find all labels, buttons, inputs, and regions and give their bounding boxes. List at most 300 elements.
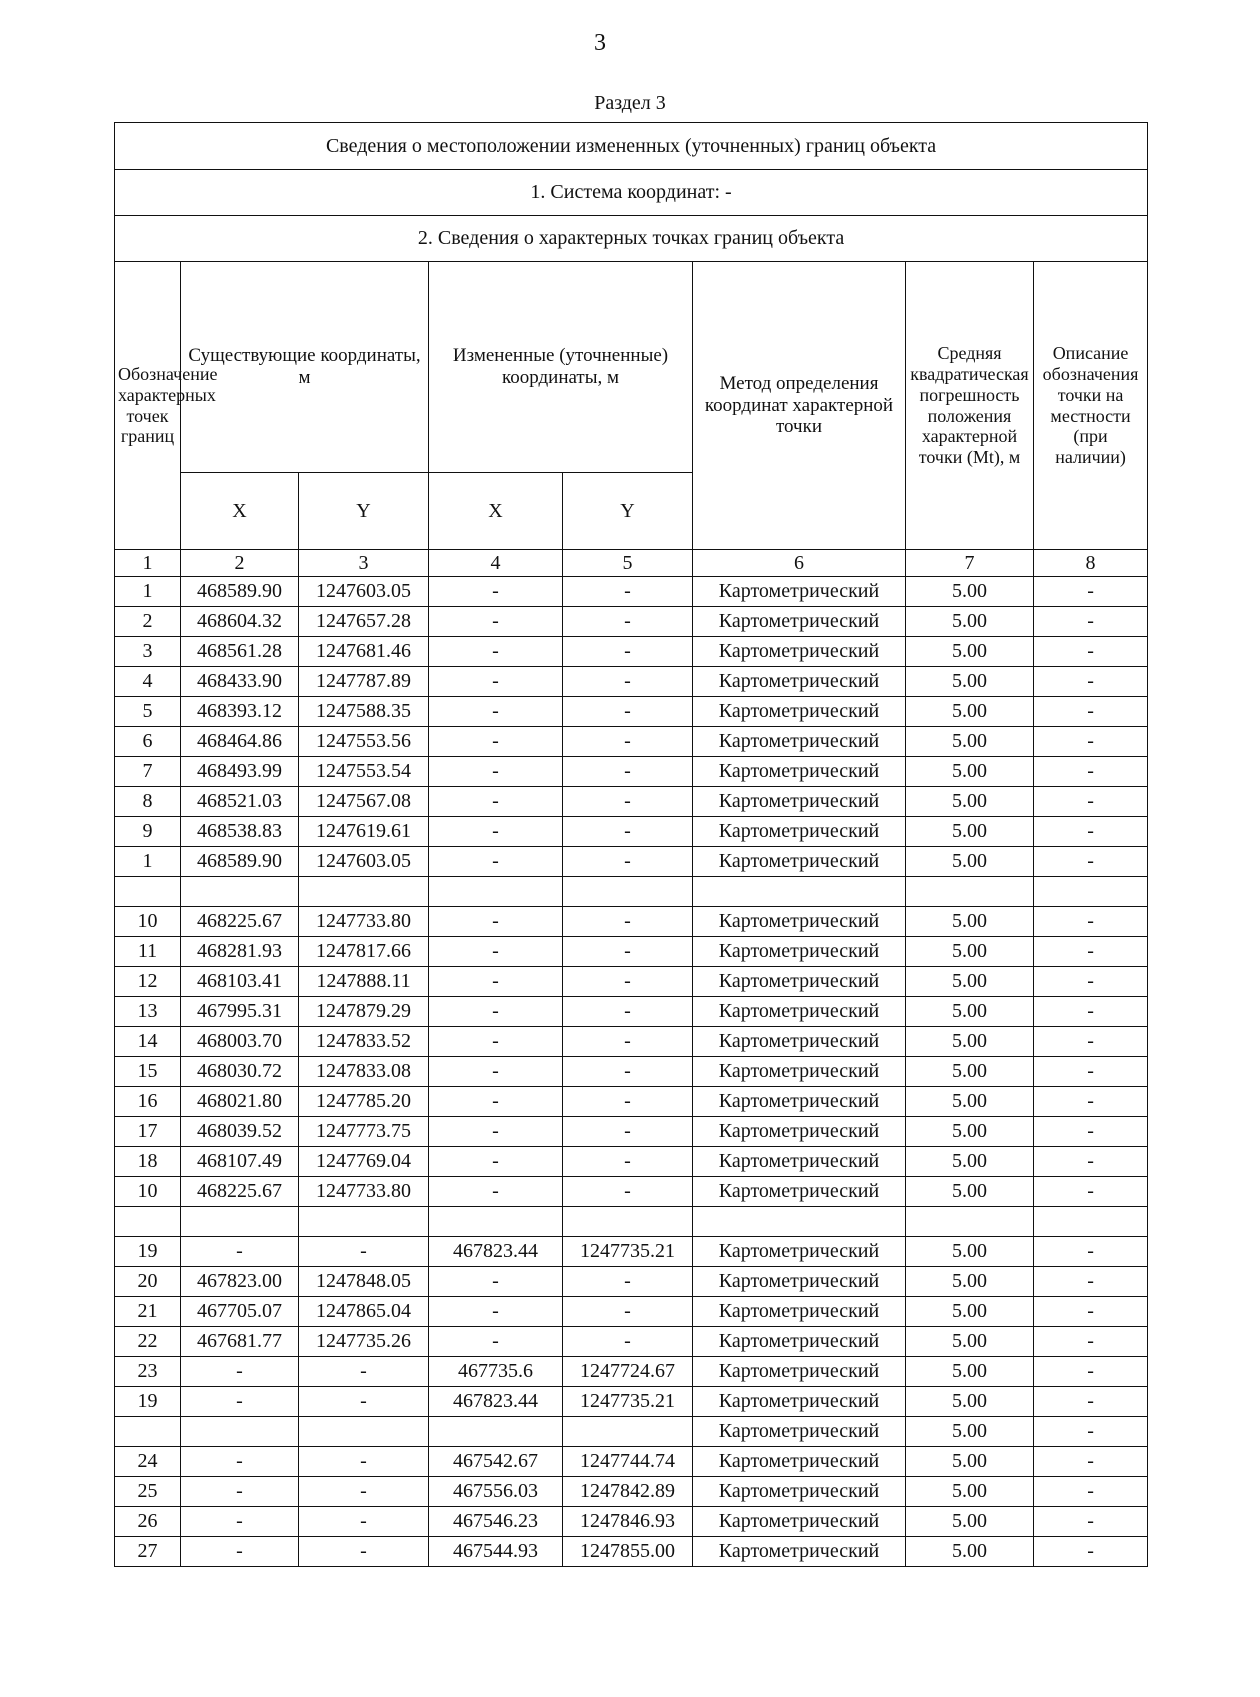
changed-x-cell: - (429, 1297, 563, 1327)
changed-y-cell: - (563, 727, 693, 757)
existing-x-cell: 468225.67 (181, 907, 299, 937)
error-cell: 5.00 (906, 787, 1034, 817)
table-row (115, 1147, 1148, 1177)
column-number: 1 (115, 550, 181, 577)
error-cell: 5.00 (906, 697, 1034, 727)
header-method: Метод определения координат характерной точки (693, 262, 906, 550)
table-row (115, 967, 1148, 997)
error-cell: 5.00 (906, 1237, 1034, 1267)
description-cell: - (1034, 1027, 1148, 1057)
header-changed-x: X (429, 473, 563, 550)
description-cell: - (1034, 997, 1148, 1027)
changed-y-cell: - (563, 637, 693, 667)
error-cell: 5.00 (906, 577, 1034, 607)
method-cell: Картометрический (693, 1147, 906, 1177)
description-cell: - (1034, 1387, 1148, 1417)
method-cell: Картометрический (693, 847, 906, 877)
point-id-cell: 10 (115, 1177, 181, 1207)
existing-y-cell: 1247735.26 (299, 1327, 429, 1357)
changed-y-cell: 1247846.93 (563, 1507, 693, 1537)
method-cell: Картометрический (693, 727, 906, 757)
error-cell: 5.00 (906, 1267, 1034, 1297)
column-number: 5 (563, 550, 693, 577)
existing-x-cell: - (181, 1507, 299, 1537)
existing-x-cell: - (181, 1357, 299, 1387)
description-cell: - (1034, 607, 1148, 637)
existing-x-cell: 468589.90 (181, 577, 299, 607)
error-cell: 5.00 (906, 757, 1034, 787)
table-row (115, 847, 1148, 877)
changed-x-cell: 467735.6 (429, 1357, 563, 1387)
table-row (115, 997, 1148, 1027)
description-cell: - (1034, 1297, 1148, 1327)
description-cell: - (1034, 697, 1148, 727)
description-cell: - (1034, 1177, 1148, 1207)
existing-y-cell: 1247879.29 (299, 997, 429, 1027)
changed-x-cell (429, 877, 563, 907)
changed-y-cell: - (563, 787, 693, 817)
changed-y-cell: - (563, 1087, 693, 1117)
changed-y-cell: - (563, 817, 693, 847)
changed-x-cell: 467546.23 (429, 1507, 563, 1537)
existing-y-cell: 1247553.56 (299, 727, 429, 757)
point-id-cell: 22 (115, 1327, 181, 1357)
point-id-cell: 14 (115, 1027, 181, 1057)
coord-system-row: 1. Система координат: - (115, 170, 1148, 216)
existing-y-cell: 1247681.46 (299, 637, 429, 667)
existing-x-cell: 468464.86 (181, 727, 299, 757)
existing-y-cell: 1247888.11 (299, 967, 429, 997)
description-cell: - (1034, 907, 1148, 937)
description-cell: - (1034, 667, 1148, 697)
point-id-cell: 1 (115, 847, 181, 877)
changed-y-cell: - (563, 1057, 693, 1087)
header-designation: Обозначение характерных точек границ (115, 262, 181, 550)
existing-y-cell: 1247733.80 (299, 1177, 429, 1207)
existing-y-cell: 1247567.08 (299, 787, 429, 817)
table-row (115, 1027, 1148, 1057)
method-cell: Картометрический (693, 577, 906, 607)
method-cell: Картометрический (693, 607, 906, 637)
changed-x-cell: - (429, 1087, 563, 1117)
changed-x-cell: - (429, 997, 563, 1027)
method-cell: Картометрический (693, 1537, 906, 1567)
changed-x-cell: - (429, 607, 563, 637)
changed-y-cell (563, 1417, 693, 1447)
error-cell: 5.00 (906, 1177, 1034, 1207)
header-changed-coords: Измененные (уточненные) координаты, м (429, 262, 693, 473)
description-cell: - (1034, 1057, 1148, 1087)
existing-y-cell (299, 1207, 429, 1237)
existing-x-cell: 468107.49 (181, 1147, 299, 1177)
method-cell: Картометрический (693, 1507, 906, 1537)
error-cell: 5.00 (906, 817, 1034, 847)
existing-y-cell: 1247833.52 (299, 1027, 429, 1057)
point-id-cell: 9 (115, 817, 181, 847)
existing-x-cell (181, 877, 299, 907)
existing-y-cell: - (299, 1477, 429, 1507)
table-row (115, 1507, 1148, 1537)
changed-x-cell: - (429, 1057, 563, 1087)
changed-y-cell: 1247735.21 (563, 1387, 693, 1417)
changed-x-cell: - (429, 667, 563, 697)
method-cell: Картометрический (693, 1297, 906, 1327)
method-cell: Картометрический (693, 1477, 906, 1507)
changed-y-cell: 1247744.74 (563, 1447, 693, 1477)
table-title: Сведения о местоположении измененных (уточненных) границ объекта (115, 123, 1148, 170)
point-id-cell: 23 (115, 1357, 181, 1387)
error-cell: 5.00 (906, 907, 1034, 937)
point-id-cell: 3 (115, 637, 181, 667)
method-cell: Картометрический (693, 1417, 906, 1447)
changed-x-cell: 467823.44 (429, 1237, 563, 1267)
description-cell: - (1034, 847, 1148, 877)
changed-y-cell: - (563, 1297, 693, 1327)
existing-x-cell (181, 1207, 299, 1237)
changed-y-cell: - (563, 937, 693, 967)
table-row (115, 907, 1148, 937)
changed-x-cell (429, 1417, 563, 1447)
table-row (115, 1087, 1148, 1117)
column-number: 6 (693, 550, 906, 577)
table-row (115, 637, 1148, 667)
table-row (115, 1267, 1148, 1297)
description-cell: - (1034, 937, 1148, 967)
existing-x-cell: 468433.90 (181, 667, 299, 697)
method-cell: Картометрический (693, 1027, 906, 1057)
table-row (115, 1237, 1148, 1267)
existing-y-cell: 1247603.05 (299, 847, 429, 877)
point-id-cell: 19 (115, 1237, 181, 1267)
point-id-cell: 18 (115, 1147, 181, 1177)
description-cell: - (1034, 817, 1148, 847)
changed-y-cell: - (563, 697, 693, 727)
column-number: 8 (1034, 550, 1148, 577)
changed-x-cell: - (429, 937, 563, 967)
description-cell: - (1034, 637, 1148, 667)
error-cell: 5.00 (906, 937, 1034, 967)
table-row (115, 1207, 1148, 1237)
existing-y-cell: 1247865.04 (299, 1297, 429, 1327)
section-title: Раздел 3 (594, 92, 666, 114)
changed-y-cell: - (563, 1117, 693, 1147)
existing-x-cell: 467823.00 (181, 1267, 299, 1297)
description-cell: - (1034, 1447, 1148, 1477)
table-row (115, 1297, 1148, 1327)
table-row (115, 1417, 1148, 1447)
changed-y-cell (563, 1207, 693, 1237)
existing-x-cell: 468589.90 (181, 847, 299, 877)
existing-x-cell: 468103.41 (181, 967, 299, 997)
column-number: 2 (181, 550, 299, 577)
existing-x-cell: 468604.32 (181, 607, 299, 637)
existing-x-cell: - (181, 1387, 299, 1417)
description-cell: - (1034, 1327, 1148, 1357)
method-cell: Картометрический (693, 1117, 906, 1147)
changed-y-cell: - (563, 967, 693, 997)
table-row (115, 607, 1148, 637)
existing-y-cell: 1247848.05 (299, 1267, 429, 1297)
method-cell: Картометрический (693, 1267, 906, 1297)
table-row (115, 817, 1148, 847)
changed-x-cell: - (429, 967, 563, 997)
point-id-cell: 10 (115, 907, 181, 937)
method-cell: Картометрический (693, 1327, 906, 1357)
changed-x-cell: 467556.03 (429, 1477, 563, 1507)
changed-y-cell: 1247735.21 (563, 1237, 693, 1267)
error-cell: 5.00 (906, 1117, 1034, 1147)
table-row (115, 937, 1148, 967)
header-existing-x: X (181, 473, 299, 550)
description-cell: - (1034, 1507, 1148, 1537)
points-caption-row: 2. Сведения о характерных точках границ объекта (115, 216, 1148, 262)
existing-y-cell: 1247619.61 (299, 817, 429, 847)
changed-x-cell: - (429, 757, 563, 787)
existing-y-cell: 1247833.08 (299, 1057, 429, 1087)
error-cell: 5.00 (906, 607, 1034, 637)
header-description: Описание обозначения точки на местности (при наличии) (1034, 262, 1148, 550)
changed-x-cell: - (429, 787, 563, 817)
header-existing-coords: Существующие координаты, м (181, 262, 429, 473)
error-cell: 5.00 (906, 727, 1034, 757)
table-row (115, 757, 1148, 787)
coordinates-table (114, 122, 1148, 1567)
error-cell: 5.00 (906, 1297, 1034, 1327)
table-row (115, 1447, 1148, 1477)
existing-y-cell: 1247553.54 (299, 757, 429, 787)
description-cell: - (1034, 577, 1148, 607)
changed-y-cell: - (563, 667, 693, 697)
point-id-cell: 27 (115, 1537, 181, 1567)
error-cell: 5.00 (906, 997, 1034, 1027)
point-id-cell: 4 (115, 667, 181, 697)
existing-y-cell: - (299, 1237, 429, 1267)
point-id-cell (115, 1417, 181, 1447)
existing-x-cell (181, 1417, 299, 1447)
existing-x-cell: 468003.70 (181, 1027, 299, 1057)
existing-y-cell: 1247603.05 (299, 577, 429, 607)
point-id-cell: 26 (115, 1507, 181, 1537)
changed-y-cell: - (563, 1327, 693, 1357)
existing-x-cell: 467681.77 (181, 1327, 299, 1357)
method-cell: Картометрический (693, 967, 906, 997)
description-cell: - (1034, 727, 1148, 757)
existing-y-cell: 1247769.04 (299, 1147, 429, 1177)
error-cell: 5.00 (906, 1417, 1034, 1447)
method-cell: Картометрический (693, 1357, 906, 1387)
error-cell: 5.00 (906, 1057, 1034, 1087)
table-row (115, 697, 1148, 727)
method-cell: Картометрический (693, 697, 906, 727)
method-cell: Картометрический (693, 817, 906, 847)
error-cell: 5.00 (906, 1537, 1034, 1567)
existing-y-cell: 1247787.89 (299, 667, 429, 697)
table-row (115, 787, 1148, 817)
changed-x-cell: - (429, 1027, 563, 1057)
method-cell: Картометрический (693, 1447, 906, 1477)
existing-x-cell: 468493.99 (181, 757, 299, 787)
existing-y-cell: - (299, 1507, 429, 1537)
changed-x-cell: - (429, 817, 563, 847)
method-cell: Картометрический (693, 637, 906, 667)
existing-y-cell (299, 1417, 429, 1447)
method-cell: Картометрический (693, 937, 906, 967)
changed-x-cell: - (429, 1177, 563, 1207)
existing-y-cell: 1247773.75 (299, 1117, 429, 1147)
existing-x-cell: 468538.83 (181, 817, 299, 847)
existing-x-cell: 468021.80 (181, 1087, 299, 1117)
method-cell: Картометрический (693, 757, 906, 787)
description-cell: - (1034, 1087, 1148, 1117)
description-cell: - (1034, 1477, 1148, 1507)
changed-y-cell: 1247855.00 (563, 1537, 693, 1567)
page-number: 3 (594, 30, 606, 56)
table-row (115, 727, 1148, 757)
error-cell: 5.00 (906, 847, 1034, 877)
existing-x-cell: 468281.93 (181, 937, 299, 967)
header-changed-y: Y (563, 473, 693, 550)
description-cell: - (1034, 757, 1148, 787)
changed-x-cell: 467823.44 (429, 1387, 563, 1417)
point-id-cell: 12 (115, 967, 181, 997)
error-cell (906, 877, 1034, 907)
changed-y-cell: - (563, 757, 693, 787)
existing-x-cell: 468393.12 (181, 697, 299, 727)
changed-y-cell: - (563, 1177, 693, 1207)
changed-x-cell: - (429, 577, 563, 607)
changed-y-cell: - (563, 1267, 693, 1297)
existing-x-cell: - (181, 1237, 299, 1267)
changed-y-cell: - (563, 607, 693, 637)
method-cell: Картометрический (693, 1177, 906, 1207)
existing-y-cell: - (299, 1387, 429, 1417)
point-id-cell: 24 (115, 1447, 181, 1477)
changed-x-cell: - (429, 697, 563, 727)
point-id-cell: 11 (115, 937, 181, 967)
error-cell: 5.00 (906, 967, 1034, 997)
error-cell: 5.00 (906, 1147, 1034, 1177)
column-number-row (115, 550, 1148, 577)
point-id-cell: 2 (115, 607, 181, 637)
method-cell: Картометрический (693, 907, 906, 937)
existing-x-cell: - (181, 1447, 299, 1477)
description-cell: - (1034, 1417, 1148, 1447)
description-cell: - (1034, 1357, 1148, 1387)
method-cell: Картометрический (693, 667, 906, 697)
column-number: 4 (429, 550, 563, 577)
existing-y-cell: 1247785.20 (299, 1087, 429, 1117)
changed-y-cell: - (563, 1027, 693, 1057)
description-cell (1034, 877, 1148, 907)
point-id-cell: 20 (115, 1267, 181, 1297)
point-id-cell: 6 (115, 727, 181, 757)
method-cell (693, 877, 906, 907)
changed-x-cell: - (429, 637, 563, 667)
error-cell: 5.00 (906, 1357, 1034, 1387)
point-id-cell: 5 (115, 697, 181, 727)
existing-y-cell: - (299, 1447, 429, 1477)
table-row (115, 877, 1148, 907)
changed-y-cell: - (563, 577, 693, 607)
method-cell (693, 1207, 906, 1237)
existing-x-cell: 468030.72 (181, 1057, 299, 1087)
table-row (115, 1357, 1148, 1387)
changed-x-cell: - (429, 727, 563, 757)
error-cell: 5.00 (906, 1027, 1034, 1057)
error-cell: 5.00 (906, 1387, 1034, 1417)
header-existing-y: Y (299, 473, 429, 550)
error-cell: 5.00 (906, 1327, 1034, 1357)
point-id-cell: 7 (115, 757, 181, 787)
description-cell (1034, 1207, 1148, 1237)
existing-y-cell: - (299, 1357, 429, 1387)
existing-y-cell: - (299, 1537, 429, 1567)
changed-y-cell: - (563, 847, 693, 877)
method-cell: Картометрический (693, 1087, 906, 1117)
changed-y-cell (563, 877, 693, 907)
point-id-cell: 17 (115, 1117, 181, 1147)
changed-x-cell: 467542.67 (429, 1447, 563, 1477)
table-row (115, 577, 1148, 607)
existing-y-cell: 1247733.80 (299, 907, 429, 937)
method-cell: Картометрический (693, 997, 906, 1027)
method-cell: Картометрический (693, 1387, 906, 1417)
existing-x-cell: 468521.03 (181, 787, 299, 817)
changed-x-cell: - (429, 1267, 563, 1297)
point-id-cell: 21 (115, 1297, 181, 1327)
point-id-cell: 19 (115, 1387, 181, 1417)
column-number: 7 (906, 550, 1034, 577)
changed-x-cell: - (429, 1147, 563, 1177)
existing-x-cell: - (181, 1477, 299, 1507)
error-cell: 5.00 (906, 637, 1034, 667)
description-cell: - (1034, 787, 1148, 817)
description-cell: - (1034, 1147, 1148, 1177)
header-error: Средняя квадратическая погрешность положения характерной точки (Mt), м (906, 262, 1034, 550)
existing-x-cell: - (181, 1537, 299, 1567)
point-id-cell (115, 1207, 181, 1237)
description-cell: - (1034, 1117, 1148, 1147)
existing-x-cell: 467705.07 (181, 1297, 299, 1327)
changed-y-cell: - (563, 997, 693, 1027)
existing-x-cell: 468039.52 (181, 1117, 299, 1147)
error-cell: 5.00 (906, 1507, 1034, 1537)
existing-y-cell: 1247588.35 (299, 697, 429, 727)
description-cell: - (1034, 1267, 1148, 1297)
method-cell: Картометрический (693, 1237, 906, 1267)
point-id-cell: 13 (115, 997, 181, 1027)
changed-x-cell: - (429, 1117, 563, 1147)
table-row (115, 1117, 1148, 1147)
table-row (115, 667, 1148, 697)
table-row (115, 1057, 1148, 1087)
error-cell: 5.00 (906, 1447, 1034, 1477)
point-id-cell (115, 877, 181, 907)
description-cell: - (1034, 1537, 1148, 1567)
column-number: 3 (299, 550, 429, 577)
point-id-cell: 16 (115, 1087, 181, 1117)
changed-y-cell: 1247724.67 (563, 1357, 693, 1387)
error-cell: 5.00 (906, 1477, 1034, 1507)
changed-x-cell: - (429, 847, 563, 877)
description-cell: - (1034, 1237, 1148, 1267)
existing-y-cell: 1247657.28 (299, 607, 429, 637)
table-row (115, 1387, 1148, 1417)
table-row (115, 1177, 1148, 1207)
changed-x-cell: - (429, 1327, 563, 1357)
changed-x-cell: - (429, 907, 563, 937)
point-id-cell: 25 (115, 1477, 181, 1507)
